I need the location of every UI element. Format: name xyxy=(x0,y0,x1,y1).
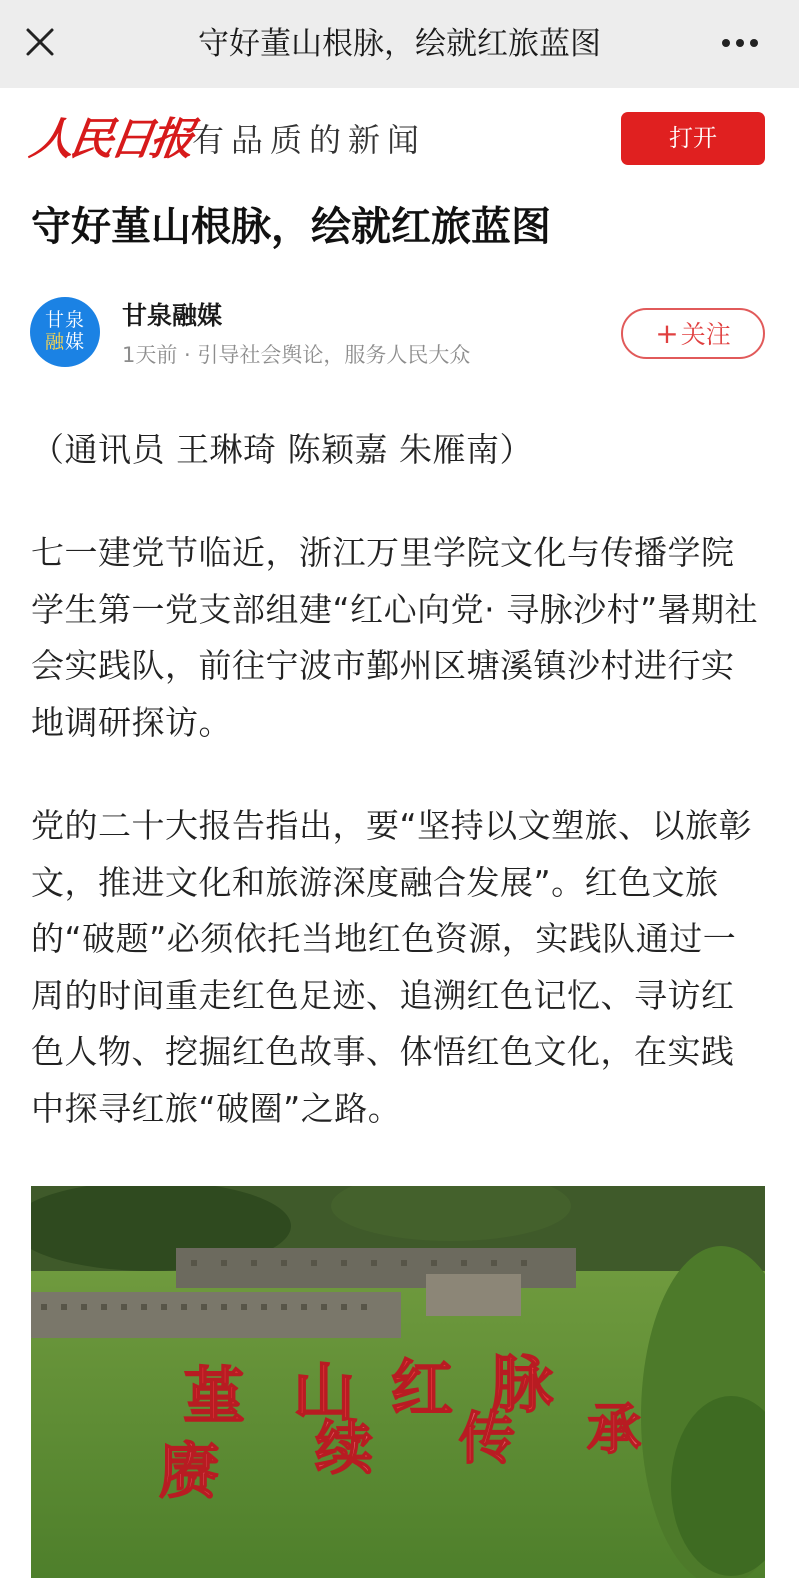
article-paragraph: 七一建党节临近，浙江万里学院文化与传播学院学生第一党支部组建“红心向党· 寻脉沙村”暑期社会实践队，前往宁波市鄞州区塘溪镇沙村进行实地调研探访。 xyxy=(31,533,759,742)
sign-char: 脉 xyxy=(491,1348,554,1421)
sign-char: 传 xyxy=(459,1407,515,1472)
author-name[interactable]: 甘泉融媒 xyxy=(122,301,223,330)
sign-char: 承 xyxy=(587,1398,641,1461)
sign-char: 山 xyxy=(293,1356,356,1429)
avatar-text-mei: 媒 xyxy=(65,331,86,353)
article-byline: （通讯员 王琳琦 陈颖嘉 朱雁南） xyxy=(31,430,533,469)
peoples-daily-logo: 人民日报 xyxy=(26,114,194,165)
article-photo xyxy=(31,1186,765,1578)
brand-slogan: 有品质的新闻 xyxy=(192,121,427,159)
open-app-button[interactable]: 打开 xyxy=(621,112,765,165)
sign-char: 红 xyxy=(391,1352,454,1425)
avatar-text-line1: 甘泉 xyxy=(44,309,85,331)
top-navigation-bar xyxy=(0,0,799,88)
avatar-text-line2 xyxy=(30,331,100,353)
sign-char: 赓 xyxy=(159,1437,219,1507)
avatar-text-rong: 融 xyxy=(44,331,65,353)
sign-char: 续 xyxy=(315,1414,374,1482)
page-title: 守好董山根脉，绘就红旅蓝图 xyxy=(198,26,601,62)
close-icon[interactable] xyxy=(22,24,58,60)
author-avatar[interactable] xyxy=(30,297,100,367)
more-dots-icon[interactable] xyxy=(718,28,762,58)
sign-char: 堇 xyxy=(183,1360,246,1433)
plus-icon: + xyxy=(655,317,679,350)
follow-button[interactable] xyxy=(621,308,765,359)
author-meta: 1天前 · 引导社会舆论，服务人民大众 xyxy=(122,343,471,367)
follow-label: 关注 xyxy=(680,320,731,349)
article-paragraph: 党的二十大报告指出，要“坚持以文塑旅、以旅彰文，推进文化和旅游深度融合发展”。红色文旅的“破题”必须依托当地红色资源，实践队通过一周的时间重走红色足迹、追溯红色记忆、寻访红色人物、挖掘红色故事、体悟红色文化，在实践中探寻红旅“破圈”之路。 xyxy=(31,806,753,1128)
article-headline: 守好堇山根脉，绘就红旅蓝图 xyxy=(31,204,551,250)
